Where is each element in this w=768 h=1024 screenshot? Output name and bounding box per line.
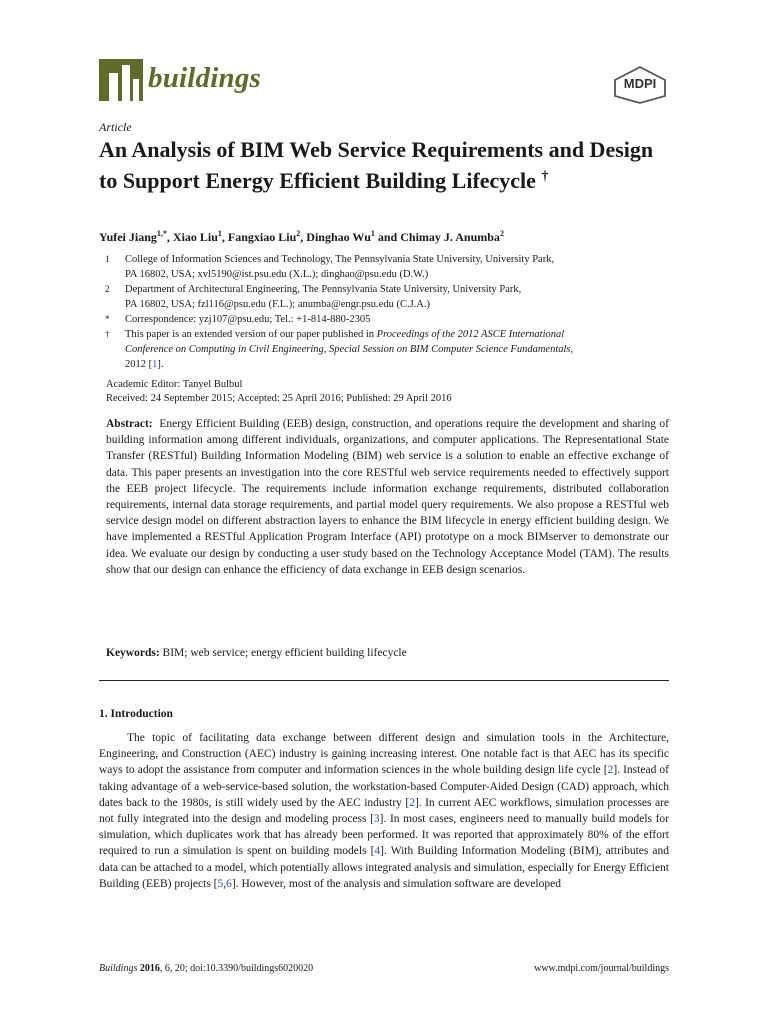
author-name: Dinghao Wu bbox=[306, 230, 371, 244]
article-type: Article bbox=[99, 120, 132, 134]
author-name: Fangxiao Liu bbox=[227, 230, 297, 244]
body-text: ]. With Building Information Modeling (BIM), attributes and data can be attached to a model, which potentially allows integrated analysis and simulation, especially for Energy Efficient Building (EEB) projects [ bbox=[99, 845, 670, 890]
affiliation-mark: * bbox=[105, 314, 110, 324]
affiliation-2 bbox=[99, 282, 674, 312]
title-text: An Analysis of BIM Web Service Requirements and Design to Support Energy Efficient Building Lifecycle bbox=[99, 137, 654, 193]
introduction-paragraph bbox=[99, 730, 669, 892]
footer-doi: , 6, 20; doi:10.3390/buildings6020020 bbox=[159, 963, 314, 974]
author-name: Xiao Liu bbox=[172, 230, 218, 244]
note-proceedings: Conference on Computing in Civil Engineering, Special Session on BIM Computer Science Fundamentals bbox=[125, 344, 571, 355]
author-affiliation: 2 bbox=[296, 229, 301, 238]
extended-version-note bbox=[99, 327, 674, 372]
abstract bbox=[106, 416, 669, 578]
body-text: ]. In current AEC workflows, simulation processes are not fully integrated into the design and modeling process [ bbox=[99, 796, 669, 826]
body-text: ]. In most cases, engineers need to manually build models for simulation, which duplicates work that has already been performed. It was reported that approximately 80% of the effort required to run a simulation is spent on building models [ bbox=[99, 813, 670, 858]
keywords bbox=[106, 646, 669, 661]
publisher-name: MDPI bbox=[623, 76, 657, 91]
footer-citation bbox=[99, 963, 313, 974]
author-list: Yufei Jiang$^{1,*}$, Xiao Liu$^1$, Fangxiao Liu$^2$, Dinghao Wu$^1$ and Chimay J. Anumba$^2$ bbox=[99, 229, 504, 244]
journal-name: buildings bbox=[148, 62, 262, 94]
citation-link[interactable]: 1 bbox=[152, 359, 158, 370]
abstract-text: Energy Efficient Building (EEB) design, construction, and operations require the development and sharing of building information among different individuals, organizations, and computer applications. The Representational State Transfer (RESTful) Building Information Modeling (BIM) web service is a solution to enable an effective exchange of data. This paper presents an investigation into the core RESTful web service requirements needed to effectively support the EEB project lifecycle. The requirements include information exchange requirements, distributed collaboration requirements, internal data storage requirements, and partial model query requirements. We also propose a RESTful web service design model on different abstraction layers to enhance the BIM lifecycle in energy efficient building design. We have implemented a RESTful Application Program Interface (API) prototype on a mock BIMserver to demonstrate our idea. We evaluate our design by conducting a user study based on the Technology Acceptance Model (TAM). The results show that our design can enhance the efficiency of data exchange in EEB design scenarios. bbox=[106, 418, 670, 576]
note-proceedings: Proceedings of the 2012 ASCE International bbox=[376, 329, 565, 340]
keywords-text: BIM; web service; energy efficient building lifecycle bbox=[162, 647, 407, 659]
affiliation-mark: 2 bbox=[105, 284, 110, 294]
title-note-mark: † bbox=[541, 169, 549, 184]
affiliation-line: PA 16802, USA; fzl116@psu.edu (F.L.); anumba@engr.psu.edu (C.J.A.) bbox=[125, 299, 430, 310]
section-divider bbox=[99, 680, 669, 681]
author-affiliation: 1 bbox=[217, 229, 222, 238]
affiliation-1 bbox=[99, 252, 674, 282]
correspondence bbox=[99, 312, 674, 327]
publisher-logo bbox=[612, 66, 668, 104]
academic-editor: Academic Editor: Tanyel Bulbul bbox=[106, 379, 243, 390]
citation-link[interactable]: 2 bbox=[607, 764, 614, 777]
citation-link[interactable]: 5 bbox=[217, 877, 224, 890]
note-text: 2012 [ bbox=[125, 359, 153, 370]
footer-journal: Buildings bbox=[99, 963, 138, 974]
note-text: This paper is an extended version of our paper published in bbox=[125, 329, 377, 340]
citation-link[interactable]: 6 bbox=[226, 877, 232, 890]
author-affiliation: 1,* bbox=[156, 229, 167, 238]
citation-link[interactable]: 3 bbox=[373, 813, 380, 826]
section-heading: 1. Introduction bbox=[99, 708, 173, 720]
author-affiliation: 1 bbox=[370, 229, 375, 238]
author-affiliation: 2 bbox=[499, 229, 504, 238]
affiliation-line: Department of Architectural Engineering, The Pennsylvania State University, University Park, bbox=[125, 284, 522, 295]
correspondence-line: Correspondence: yzj107@psu.edu; Tel.: +1-814-880-2305 bbox=[125, 314, 371, 325]
affiliation-mark: 1 bbox=[105, 254, 110, 264]
citation-link[interactable]: 4 bbox=[374, 845, 381, 858]
affiliation-mark: † bbox=[105, 329, 110, 339]
author-name: Yufei Jiang bbox=[99, 230, 157, 244]
note-text: ]. bbox=[157, 359, 164, 370]
author-name: Chimay J. Anumba bbox=[400, 230, 500, 244]
citation-link[interactable]: 2 bbox=[409, 796, 415, 809]
keywords-label: Keywords: bbox=[106, 647, 160, 659]
footer-year: 2016 bbox=[139, 963, 160, 974]
body-text: , bbox=[223, 877, 227, 890]
publication-dates: Received: 24 September 2015; Accepted: 25 April 2016; Published: 29 April 2016 bbox=[106, 393, 452, 404]
footer-url[interactable]: www.mdpi.com/journal/buildings bbox=[534, 963, 669, 974]
article-title bbox=[99, 136, 659, 194]
note-text: , bbox=[570, 344, 574, 355]
body-text: The topic of facilitating data exchange between different design and simulation tools in the Architecture, Engineering, and Construction (AEC) industry is gaining increasing interest. One notable fact is that AEC has its specific ways to adopt the assistance from computer and information sciences in the whole building design life cycle [ bbox=[99, 732, 669, 777]
journal-logo-icon bbox=[99, 59, 143, 101]
body-text: ]. Instead of taking advantage of a web-service-based solution, the workstation-based Computer-Aided Design (CAD) approach, which dates back to the 1980s, is still widely used by the AEC industry [ bbox=[99, 764, 669, 809]
body-text: ]. However, most of the analysis and simulation software are developed bbox=[231, 877, 561, 890]
affiliation-line: PA 16802, USA; xvl5190@ist.psu.edu (X.L.); dinghao@psu.edu (D.W.) bbox=[125, 269, 429, 280]
abstract-label: Abstract: bbox=[106, 418, 153, 430]
affiliation-line: College of Information Sciences and Technology, The Pennsylvania State University, University Park, bbox=[125, 254, 555, 265]
